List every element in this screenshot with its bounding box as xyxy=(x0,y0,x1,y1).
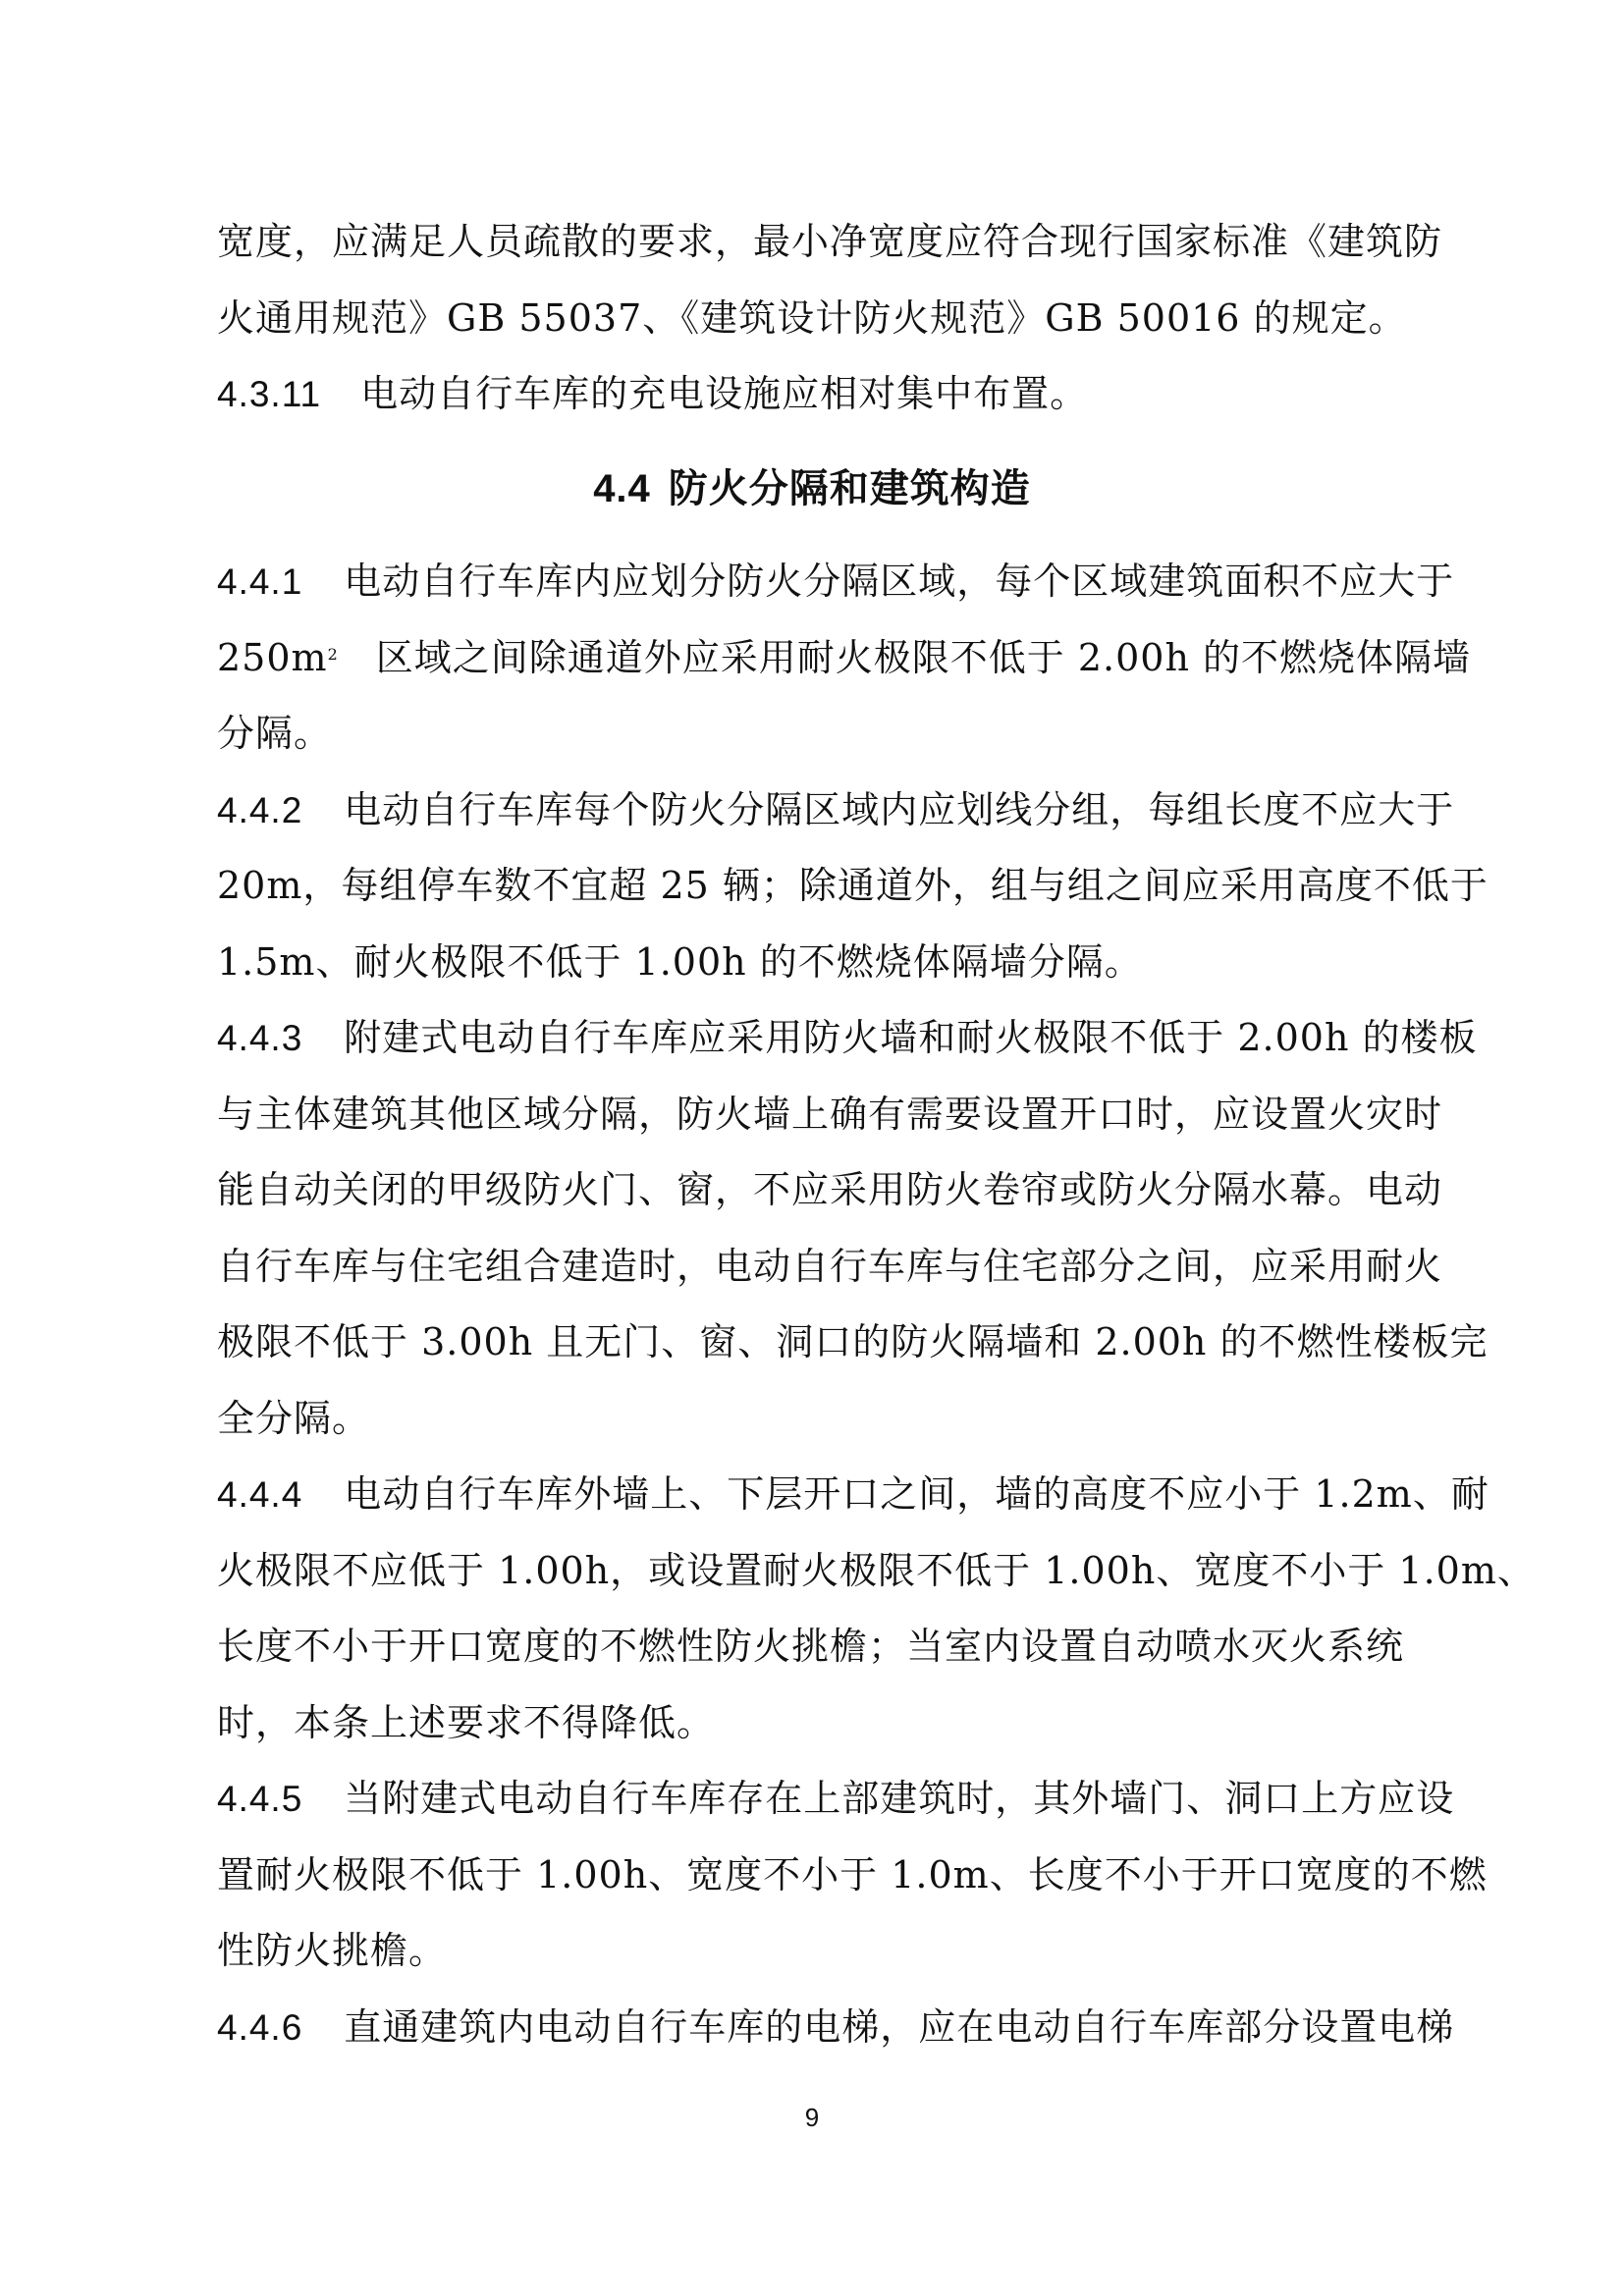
clause-line: 火极限不应低于 1.00h，或设置耐火极限不低于 1.00h、宽度不小于 1.0m、 xyxy=(217,1548,1536,1592)
clause-line: 极限不低于 3.00h 且无门、窗、洞口的防火隔墙和 2.00h 的不燃性楼板完 xyxy=(217,1320,1489,1363)
clause-line: 分隔。 xyxy=(217,712,333,755)
clause-first-line: 附建式电动自行车库应采用防火墙和耐火极限不低于 2.00h 的楼板 xyxy=(344,1016,1478,1059)
clause-line: 能自动关闭的甲级防火门、窗，不应采用防火卷帘或防火分隔水幕。电动 xyxy=(217,1168,1443,1211)
clause-number: 4.4.1 xyxy=(217,561,303,602)
clause-first-line: 电动自行车库内应划分防火分隔区域，每个区域建筑面积不应大于 xyxy=(344,560,1455,603)
continuation-line-2: 火通用规范》GB 55037、《建筑设计防火规范》GB 50016 的规定。 xyxy=(217,295,1407,340)
clause-4-3-11 xyxy=(217,356,1433,433)
clause-4-4-4 xyxy=(217,1457,1489,1533)
clause-4-4-1-line-2 xyxy=(217,620,1472,697)
clause-4-4-1 xyxy=(217,544,1455,620)
section-heading xyxy=(0,459,1624,518)
clause-first-line: 直通建筑内电动自行车库的电梯，应在电动自行车库部分设置电梯 xyxy=(344,2004,1455,2049)
clause-line: 与主体建筑其他区域分隔，防火墙上确有需要设置开口时，应设置火灾时 xyxy=(217,1092,1443,1136)
clause-line: 1.5m、耐火极限不低于 1.00h 的不燃烧体隔墙分隔。 xyxy=(217,939,1143,984)
clauses-block xyxy=(217,544,1536,2065)
area-value: 250m xyxy=(217,635,328,679)
clause-line: 全分隔。 xyxy=(217,1396,371,1440)
clause-line: 自行车库与住宅组合建造时，电动自行车库与住宅部分之间，应采用耐火 xyxy=(217,1244,1443,1288)
clause-first-line: 电动自行车库每个防火分隔区域内应划线分组，每组长度不应大于 xyxy=(344,787,1455,831)
clause-4-4-2 xyxy=(217,773,1455,849)
clause-line: 性防火挑檐。 xyxy=(217,1929,448,1972)
section-title: 防火分隔和建筑构造 xyxy=(668,465,1031,511)
clause-4-4-3 xyxy=(217,1000,1478,1077)
clause-first-line: 电动自行车库外墙上、下层开口之间，墙的高度不应小于 1.2m、耐 xyxy=(344,1472,1489,1516)
area-superscript: 2 xyxy=(327,644,339,664)
clause-number: 4.4.4 xyxy=(217,1474,303,1515)
clause-first-line: 当附建式电动自行车库存在上部建筑时，其外墙门、洞口上方应设 xyxy=(344,1777,1455,1820)
clause-number: 4.4.5 xyxy=(217,1779,303,1819)
clause-line: 20m，每组停车数不宜超 25 辆；除通道外，组与组之间应采用高度不低于 xyxy=(217,864,1489,907)
continuation-line-1: 宽度，应满足人员疏散的要求，最小净宽度应符合现行国家标准《建筑防 xyxy=(217,220,1443,263)
clause-4-4-6 xyxy=(217,1990,1455,2066)
section-number: 4.4 xyxy=(593,467,651,510)
clause-line: 置耐火极限不低于 1.00h、宽度不小于 1.0m、长度不小于开口宽度的不燃 xyxy=(217,1852,1488,1896)
clause-line-rest: 区域之间除通道外应采用耐火极限不低于 2.00h 的不燃烧体隔墙 xyxy=(375,635,1472,679)
page-number: 9 xyxy=(804,2103,820,2132)
clause-line: 时，本条上述要求不得降低。 xyxy=(217,1700,716,1744)
clause-number: 4.4.6 xyxy=(217,2006,303,2048)
clause-number: 4.4.2 xyxy=(217,789,303,830)
clause-number: 4.3.11 xyxy=(217,374,322,414)
continuation-block xyxy=(217,204,1443,433)
clause-line: 长度不小于开口宽度的不燃性防火挑檐；当室内设置自动喷水灭火系统 xyxy=(217,1625,1405,1668)
clause-number: 4.4.3 xyxy=(217,1018,303,1058)
clause-text: 电动自行车库的充电设施应相对集中布置。 xyxy=(360,372,1089,415)
clause-4-4-5 xyxy=(217,1761,1455,1838)
